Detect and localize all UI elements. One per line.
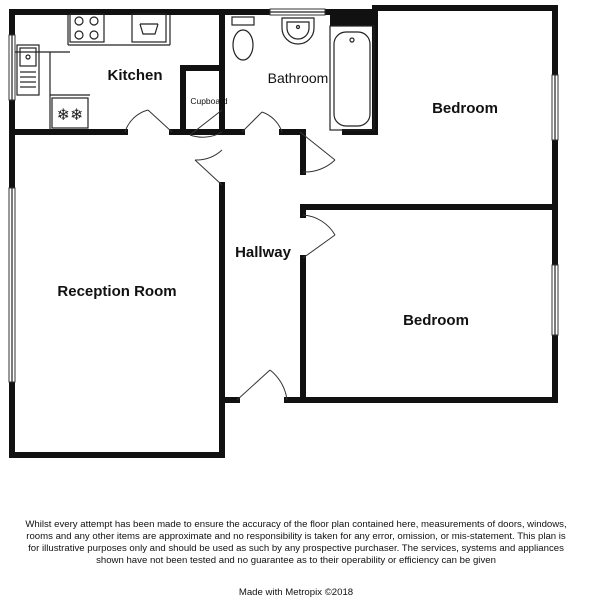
toilet-icon	[232, 17, 254, 60]
hallway-label: Hallway	[235, 244, 291, 261]
reception-label: Reception Room	[57, 283, 177, 300]
fridge-icon	[52, 98, 88, 128]
cupboard-label: Cupboard	[190, 96, 228, 106]
windows	[9, 9, 558, 382]
credit-text: Made with Metropix ©2018	[238, 587, 354, 598]
entrance-door	[237, 370, 287, 400]
bedroom-label-2: Bedroom	[403, 312, 469, 329]
bedroom-door-2	[303, 215, 335, 258]
bath-icon	[330, 12, 375, 130]
bathroom-label: Bathroom	[267, 70, 329, 86]
bedroom-label-1: Bedroom	[432, 100, 498, 117]
basin-icon	[282, 18, 314, 44]
washing-machine-icon	[132, 14, 166, 42]
svg-text:❄❄: ❄❄	[56, 105, 84, 124]
hallway-door-left	[195, 150, 222, 185]
kitchen-door	[125, 110, 172, 132]
bathroom-door	[242, 112, 282, 132]
hob-icon	[70, 14, 104, 42]
kitchen-label: Kitchen	[107, 67, 163, 84]
disclaimer-text: Whilst every attempt has been made to ensure the accuracy of the floor plan contained here, measurements of doors, windows, rooms and any other items are approximate and no responsibility is taken for any error, omission, or mis-statement. This plan is for illustrative purposes only and should be used as such by any prospective purchaser. The services, systems and appliances shown have not been tested and no guarantee as to their operability or efficiency can be given	[25, 519, 567, 566]
